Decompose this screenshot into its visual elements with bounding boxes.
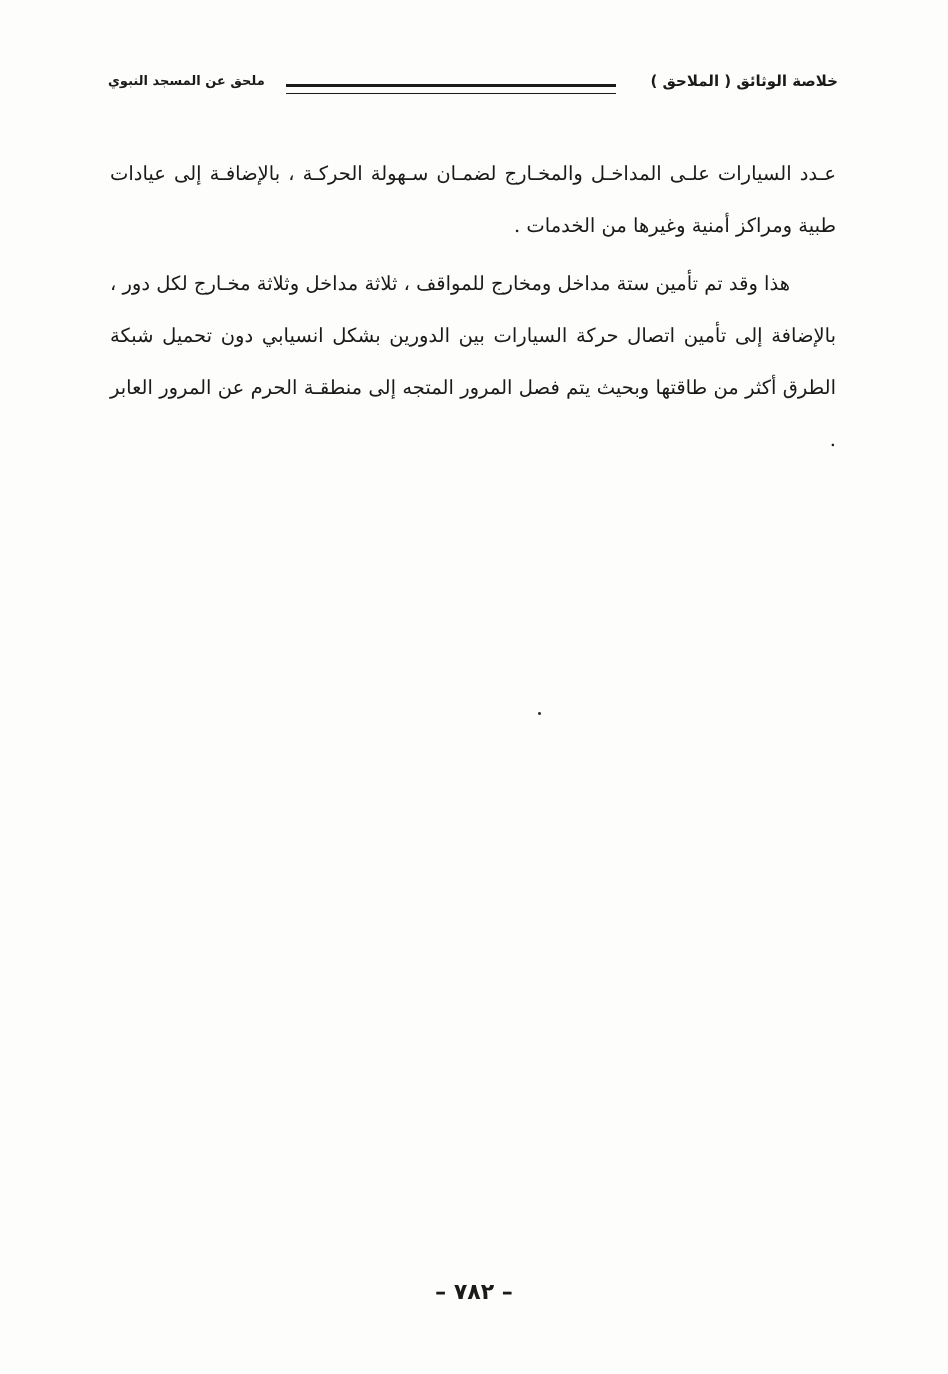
paragraph-1: عـدد السيارات علـى المداخـل والمخـارج لضمـان سـهولة الحركـة ، بالإضافـة إلى عيادات طبية ومراكز أمنية وغيرها من الخدمات . — [110, 162, 836, 237]
body-text — [110, 148, 836, 466]
running-header — [108, 68, 838, 104]
book-title: خلاصة الوثائق ( الملاحق ) — [650, 72, 838, 90]
paragraph-2: هذا وقد تم تأمين ستة مداخل ومخارج للمواقف ، ثلاثة مداخل وثلاثة مخـارج لكل دور ، بالإضافة إلى تأمين اتصال حركة السيارات بين الدورين بشكل انسيابي دون تحميل شبكة الطرق أكثر من طاقتها وبحيث يتم فصل المرور المتجه إلى منطقـة الحرم عن المرور العابر . — [110, 272, 836, 451]
section-title: ملحق عن المسجد النبوي — [108, 74, 265, 89]
page-number: – ٧٨٢ – — [435, 1280, 513, 1305]
header-rule — [286, 84, 616, 94]
ink-speck — [538, 712, 541, 715]
